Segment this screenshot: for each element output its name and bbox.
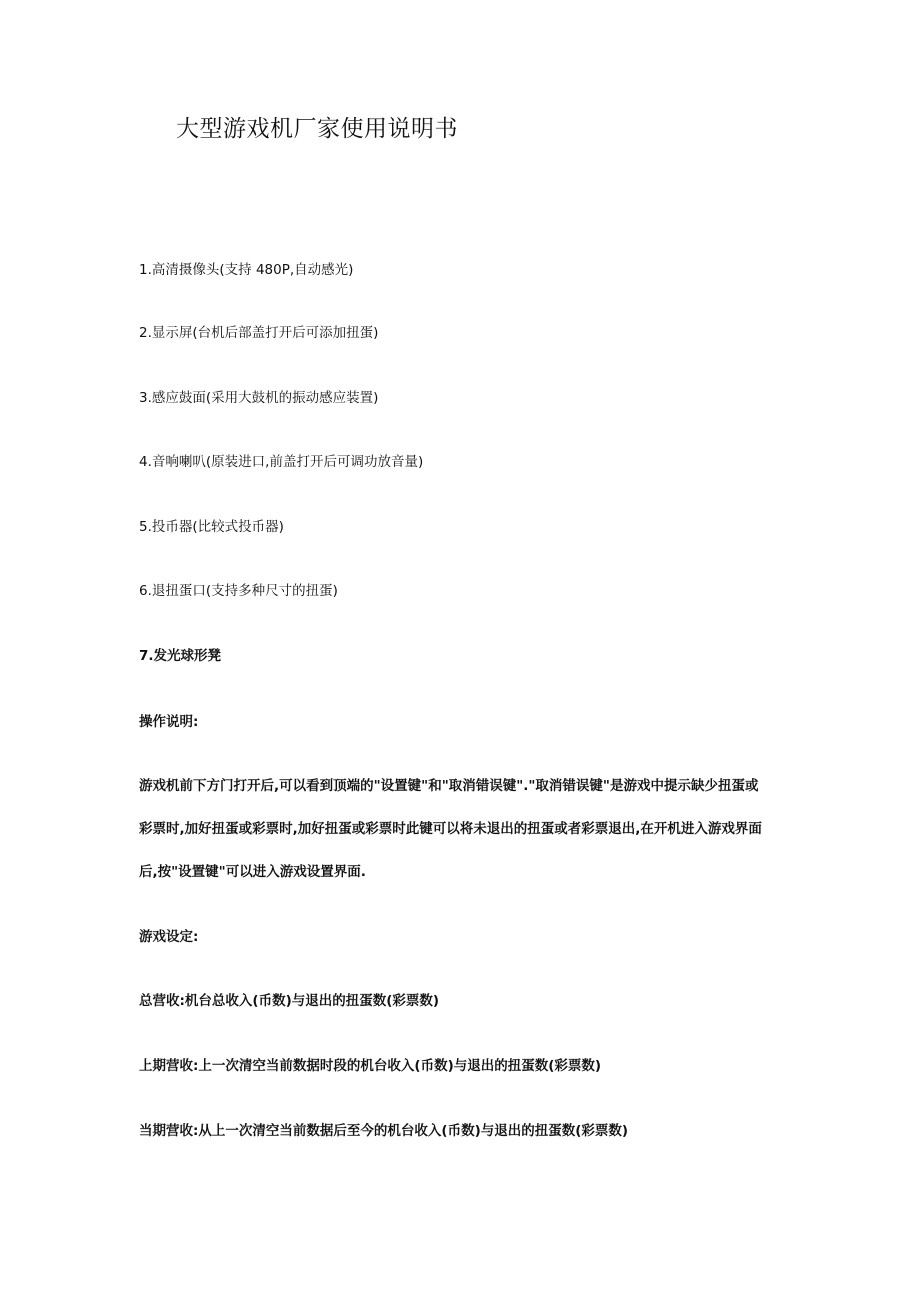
settings-heading: 游戏设定: xyxy=(139,929,199,945)
setting-previous-revenue: 上期营收:上一次清空当前数据时段的机台收入(币数)与退出的扭蛋数(彩票数) xyxy=(139,1058,602,1074)
part-item-2: 2.显示屏(台机后部盖打开后可添加扭蛋) xyxy=(139,325,379,341)
operation-line-3: 后,按"设置键"可以进入游戏设置界面. xyxy=(139,864,366,880)
document-title: 大型游戏机厂家使用说明书 xyxy=(176,116,458,142)
part-item-1: 1.高清摄像头(支持 480P,自动感光) xyxy=(139,262,354,278)
part-item-6: 6.退扭蛋口(支持多种尺寸的扭蛋) xyxy=(139,583,338,599)
part-item-5: 5.投币器(比较式投币器) xyxy=(139,519,284,535)
part-item-3: 3.感应鼓面(采用大鼓机的振动感应装置) xyxy=(139,390,379,406)
operation-line-1: 游戏机前下方门打开后,可以看到顶端的"设置键"和"取消错误键"."取消错误键"是游戏中提示缺少扭蛋或 xyxy=(139,778,759,794)
operation-line-2: 彩票时,加好扭蛋或彩票时,加好扭蛋或彩票时此键可以将未退出的扭蛋或者彩票退出,在开机进入游戏界面 xyxy=(139,821,762,837)
operation-heading: 操作说明: xyxy=(139,714,199,730)
setting-total-revenue: 总营收:机台总收入(币数)与退出的扭蛋数(彩票数) xyxy=(139,993,440,1009)
part-item-7: 7.发光球形凳 xyxy=(139,648,222,664)
part-item-4: 4.音响喇叭(原装进口,前盖打开后可调功放音量) xyxy=(139,454,424,470)
setting-current-revenue: 当期营收:从上一次清空当前数据后至今的机台收入(币数)与退出的扭蛋数(彩票数) xyxy=(139,1123,629,1139)
